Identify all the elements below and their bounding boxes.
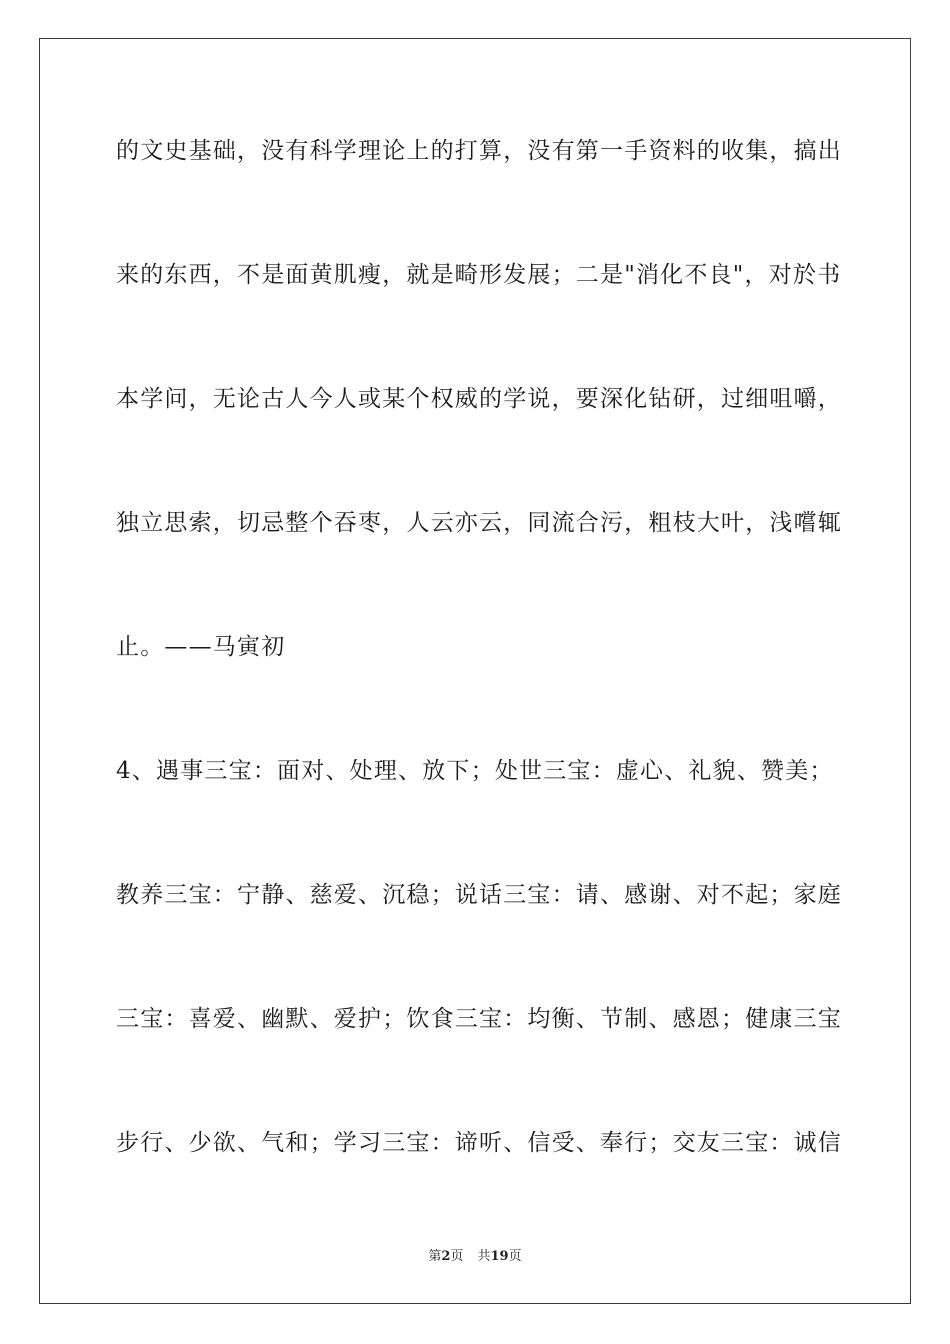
page-label-suffix: 页 <box>450 1249 464 1264</box>
page-footer <box>0 1248 950 1266</box>
body-text-line: 步行、少欲、气和；学习三宝：谛听、信受、奉行；交友三宝：诚信 <box>116 1130 842 1156</box>
body-text-line: 本学问，无论古人今人或某个权威的学说，要深化钻研，过细咀嚼， <box>116 386 842 412</box>
body-text-line: 4、遇事三宝：面对、处理、放下；处世三宝：虚心、礼貌、赞美； <box>116 758 834 784</box>
body-text-line: 三宝：喜爱、幽默、爱护；饮食三宝：均衡、节制、感恩；健康三宝 <box>116 1006 842 1032</box>
page-border <box>39 38 911 1304</box>
body-text-line: 来的东西，不是面黄肌瘦，就是畸形发展；二是"消化不良"，对於书 <box>116 262 842 288</box>
body-text-line: 的文史基础，没有科学理论上的打算，没有第一手资料的收集，搞出 <box>116 138 842 164</box>
body-text-line: 止。——马寅初 <box>116 634 286 660</box>
page-number: 2 <box>441 1249 451 1264</box>
body-text-line: 独立思索，切忌整个吞枣，人云亦云，同流合污，粗枝大叶，浅嚐辄 <box>116 510 842 536</box>
total-pages: 19 <box>490 1249 509 1264</box>
total-label-suffix: 页 <box>508 1249 522 1264</box>
body-text-line: 教养三宝：宁静、慈爱、沉稳；说话三宝：请、感谢、对不起；家庭 <box>116 882 842 908</box>
page-label-prefix: 第 <box>428 1249 442 1264</box>
total-label-prefix: 共 <box>477 1249 491 1264</box>
